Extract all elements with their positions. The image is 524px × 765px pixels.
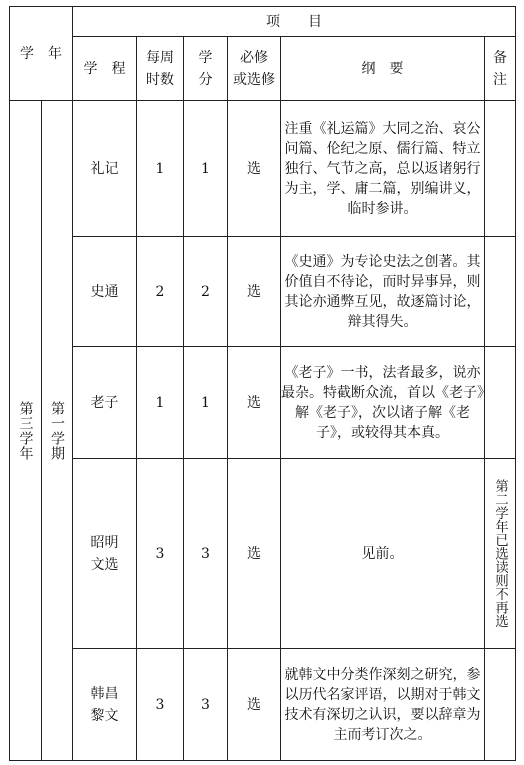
type-cell: 选 [228,347,281,459]
table-row [10,101,516,237]
hours-cell: 3 [137,649,184,761]
type-cell: 选 [228,101,281,237]
remark-cell: 第二学年已选读则不再选 [485,459,516,649]
table-row [10,459,516,649]
credits-cell: 3 [184,649,228,761]
summary-header: 纲 要 [281,37,485,101]
remark-cell [485,347,516,459]
summary-cell: 注重《礼运篇》大同之治、哀公问篇、伦纪之原、儒行篇、特立独行、气节之高，总以返诸躬行为主，学、庸二篇，别编讲义，临时参讲。 [281,101,485,237]
summary-cell: 《老子》一书，法者最多，说亦最杂。特截断众流，首以《老子》解《老子》，次以诸子解《老子》，或较得其本真。 [281,347,485,459]
curriculum-table [9,6,516,761]
summary-cell: 就韩文中分类作深刻之研究，参以历代名家评语，以期对于韩文技术有深切之认识，要以辞章为主而考订次之。 [281,649,485,761]
required-header: 必修 或选修 [228,37,281,101]
header-row-bottom [10,37,516,101]
credits-header: 学 分 [184,37,228,101]
year-cell: 第三学年 [10,101,42,761]
header-row-top [10,7,516,37]
credits-cell: 1 [184,347,228,459]
hours-cell: 3 [137,459,184,649]
credits-cell: 2 [184,237,228,347]
remark-cell [485,649,516,761]
credits-cell: 3 [184,459,228,649]
course-header: 学 程 [73,37,137,101]
hours-cell: 2 [137,237,184,347]
hours-cell: 1 [137,101,184,237]
summary-cell: 《史通》为专论史法之创著。其价值自不待论，而时异事异，则其论亦通弊互见，故逐篇讨论，辩其得失。 [281,237,485,347]
remark-cell [485,237,516,347]
credits-cell: 1 [184,101,228,237]
hours-cell: 1 [137,347,184,459]
course-cell: 韩昌 黎文 [73,649,137,761]
remark-cell [485,101,516,237]
hours-header: 每周 时数 [137,37,184,101]
course-cell: 老子 [73,347,137,459]
semester-cell: 第一学期 [42,101,73,761]
course-cell: 昭明 文选 [73,459,137,649]
year-header: 学 年 [10,7,73,101]
remark-header: 备 注 [485,37,516,101]
course-cell: 礼记 [73,101,137,237]
type-cell: 选 [228,237,281,347]
table-row [10,237,516,347]
table-row [10,347,516,459]
summary-cell: 见前。 [281,459,485,649]
item-header: 项 目 [73,7,516,37]
course-cell: 史通 [73,237,137,347]
table-row [10,649,516,761]
type-cell: 选 [228,649,281,761]
type-cell: 选 [228,459,281,649]
